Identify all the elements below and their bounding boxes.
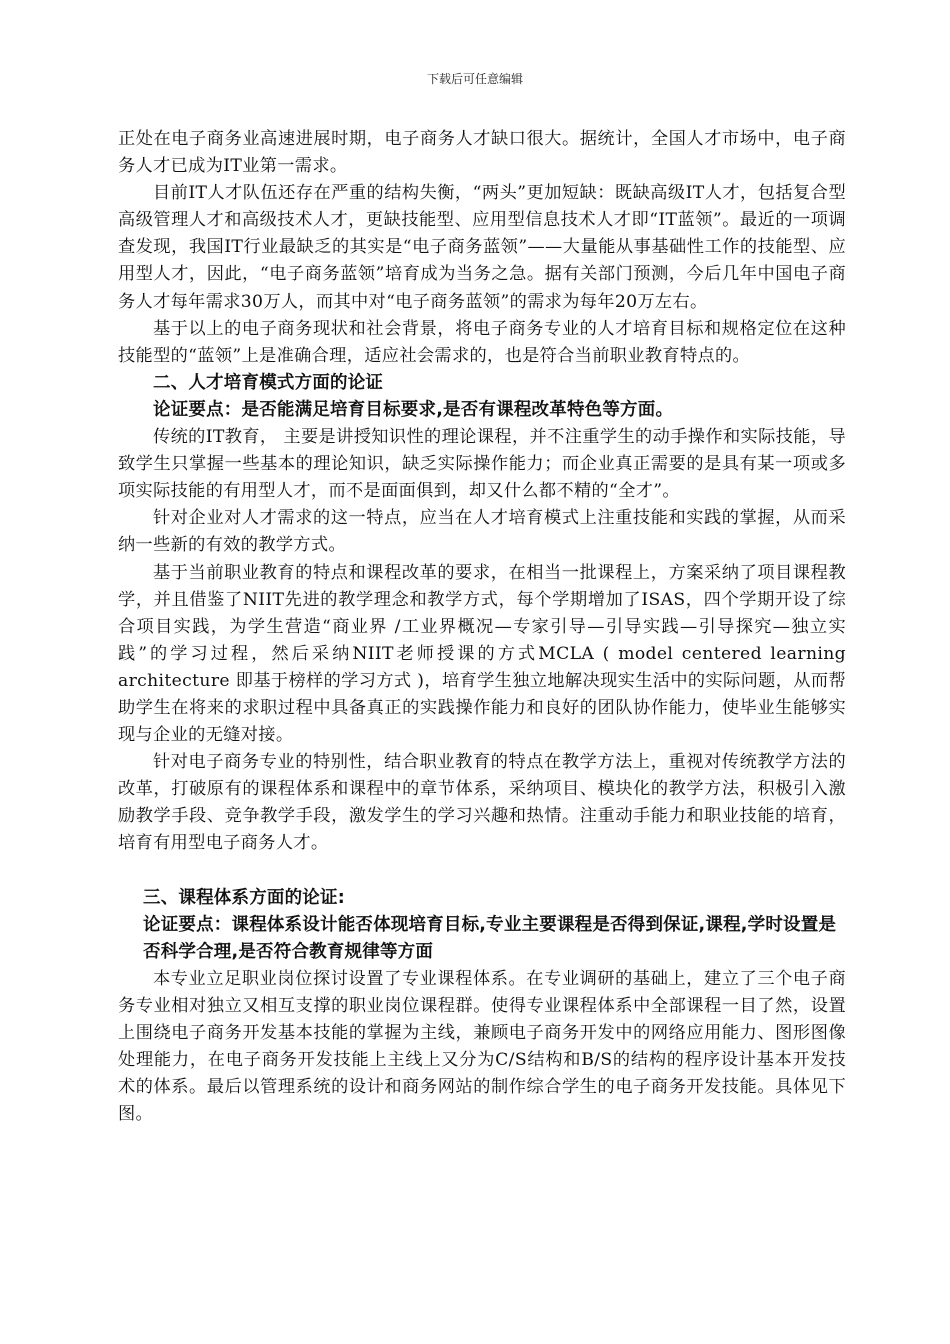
section-spacer <box>118 858 846 885</box>
paragraph-niit-method: 基于当前职业教育的特点和课程改革的要求，在相当一批课程上，方案采纳了项目课程教学，并且借鉴了NIIT先进的教学理念和教学方式，每个学期增加了ISAS，四个学期开设了综合项目实践，为学生营造“商业界 /工业界概况—专家引导—引导实践—引导探究—独立实践”的学习过程，然后采纳NIIT老师授课的方式MCLA ( model centered learning architecture 即基于榜样的学习方式 )，培育学生独立地解决现实生活中的实际问题，从而帮助学生在将来的求职过程中具备真正的实践操作能力和良好的团队协作能力，使毕业生能够实现与企业的无缝对接。 <box>118 562 846 746</box>
section-key-point-curriculum: 论证要点：课程体系设计能否体现培育目标,专业主要课程是否得到保证,课程,学时设置是否科学合理,是否符合教育规律等方面 <box>143 914 837 962</box>
paragraph-talent-demand: 正处在电子商务业高速进展时期，电子商务人才缺口很大。据统计，全国人才市场中，电子商务人才已成为IT业第一需求。 <box>118 129 846 177</box>
page-header: 下载后可任意编辑 <box>426 72 523 86</box>
paragraph-training-goal: 基于以上的电子商务现状和社会背景，将电子商务专业的人才培育目标和规格定位在这种技能型的“蓝领”上是准确合理，适应社会需求的，也是符合当前职业教育特点的。 <box>118 318 846 366</box>
section-key-point-training-mode: 论证要点：是否能满足培育目标要求,是否有课程改革特色等方面。 <box>153 399 674 420</box>
section-heading-training-mode: 二、人才培育模式方面的论证 <box>153 372 384 393</box>
paragraph-it-structure: 目前IT人才队伍还存在严重的结构失衡，“两头”更加短缺：既缺高级IT人才，包括复合型高级管理人才和高级技术人才，更缺技能型、应用型信息技术人才即“IT蓝领”。最近的一项调查发现，我国IT行业最缺乏的其实是“电子商务蓝领”——大量能从事基础性工作的技能型、应用型人才，因此，“电子商务蓝领”培育成为当务之急。据有关部门预测，今后几年中国电子商务人才每年需求30万人，而其中对“电子商务蓝领”的需求为每年20万左右。 <box>118 183 846 312</box>
paragraph-enterprise-needs: 针对企业对人才需求的这一特点，应当在人才培育模式上注重技能和实践的掌握，从而采纳一些新的有效的教学方式。 <box>118 508 846 556</box>
paragraph-curriculum-system: 本专业立足职业岗位探讨设置了专业课程体系。在专业调研的基础上，建立了三个电子商务专业相对独立又相互支撑的职业岗位课程群。使得专业课程体系中全部课程一目了然，设置上围绕电子商务开发基本技能的掌握为主线，兼顾电子商务开发中的网络应用能力、图形图像处理能力，在电子商务开发技能上主线上又分为C/S结构和B/S的结构的程序设计基本开发技术的体系。最后以管理系统的设计和商务网站的制作综合学生的电子商务开发技能。具体见下图。 <box>118 968 846 1125</box>
document-body <box>118 126 846 1128</box>
paragraph-teaching-reform: 针对电子商务专业的特别性，结合职业教育的特点在教学方法上，重视对传统教学方法的改革，打破原有的课程体系和课程中的章节体系，采纳项目、模块化的教学方法，积极引入激励教学手段、竞争教学手段，激发学生的学习兴趣和热情。注重动手能力和职业技能的培育，培育有用型电子商务人才。 <box>118 752 846 854</box>
paragraph-traditional-it: 传统的IT教育， 主要是讲授知识性的理论课程，并不注重学生的动手操作和实际技能，导致学生只掌握一些基本的理论知识，缺乏实际操作能力；而企业真正需要的是具有某一项或多项实际技能的有用型人才，而不是面面俱到，却又什么都不精的“全才”。 <box>118 427 846 502</box>
section-heading-curriculum: 三、课程体系方面的论证: <box>143 887 345 908</box>
